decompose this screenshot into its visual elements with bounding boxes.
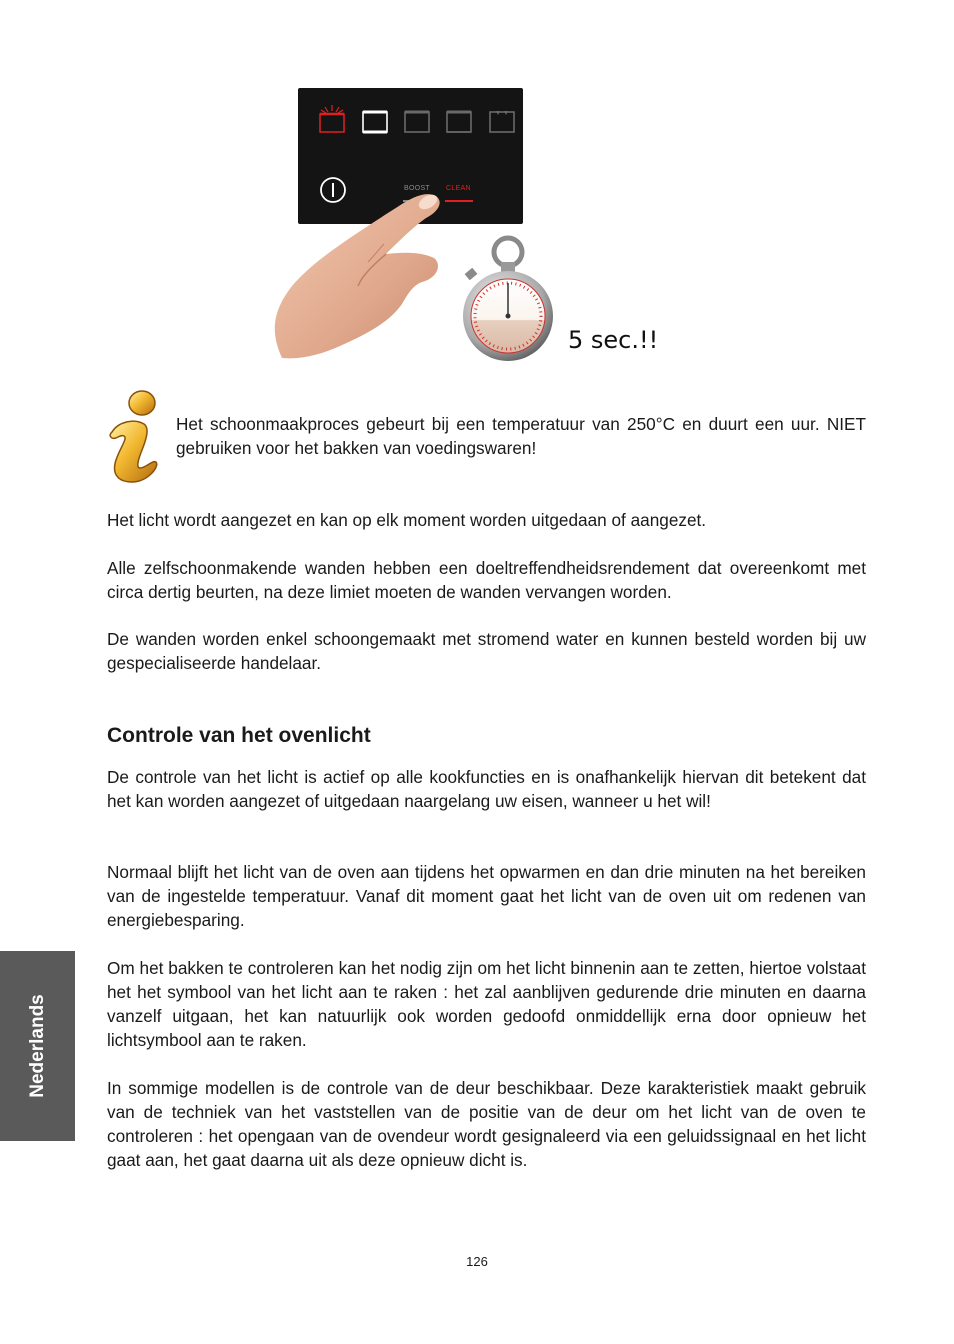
info-icon [104,388,164,486]
section-paragraph-1: De controle van het licht is actief op alle kookfuncties en is onafhankelijk hiervan dit betekent dat het kan worden aangezet of uitgedaan naargelang uw eisen, wanneer u het wil! [107,767,866,811]
light-on-paragraph: Het licht wordt aangezet en kan op elk moment worden uitgedaan of aangezet. [107,510,707,530]
top-heat-button[interactable] [403,108,431,136]
page-number: 126 [466,1254,488,1269]
section-paragraph-3: Om het bakken te controleren kan het nodig zijn om het licht binnenin aan te zetten, hiertoe volstaat het het symbool van het licht aan te raken : het zal aanblijven gedurende drie minuten en daarna vanzelf uitgaan, het kan natuurlijk ook worden gedoofd onmiddellijk erna door opnieuw het lichtsymbool aan te raken. [107,958,866,1050]
grill-button[interactable] [445,108,473,136]
info-note-text: Het schoonmaakproces gebeurt bij een temperatuur van 250°C en duurt een uur. NIET gebruiken voor het bakken van voedingswaren! [176,414,866,458]
section-title: Controle van het ovenlicht [107,724,371,747]
language-tab-label: Nederlands [26,994,48,1098]
top-bottom-heat-button[interactable] [361,108,389,136]
oven-light-button[interactable] [318,104,346,134]
defrost-button[interactable] [488,106,516,136]
walls-cleaning-paragraph: De wanden worden enkel schoongemaakt met stromend water en kunnen besteld worden bij uw gespecialiseerde handelaar. [107,629,866,673]
walls-efficiency-paragraph: Alle zelfschoonmakende wanden hebben een doeltreffendheidsrendement dat overeenkomt met circa dertig beurten, na deze limiet moeten de wanden vervangen worden. [107,558,866,602]
pointing-hand-illustration [262,186,452,361]
section-paragraph-4: In sommige modellen is de controle van de deur beschikbaar. Deze karakteristiek maakt gebruik van de techniek van het vaststellen van de positie van de deur om het licht van de oven te controleren : het opengaan van de ovendeur wordt gesignaleerd via een geluidssignaal en het licht gaat aan, het gaat daarna uit als deze opnieuw dicht is. [107,1078,866,1170]
boost-label: BOOST [404,185,431,192]
clean-label: CLEAN [446,185,471,192]
stopwatch-icon [458,232,558,364]
timer-label: 5 sec.!! [568,326,659,354]
language-tab [0,951,75,1141]
section-paragraph-2: Normaal blijft het licht van de oven aan tijdens het opwarmen en dan drie minuten na het bereiken van de ingestelde temperatuur. Vanaf dit moment gaat het licht van de oven uit om redenen van energiebesparing. [107,862,866,930]
